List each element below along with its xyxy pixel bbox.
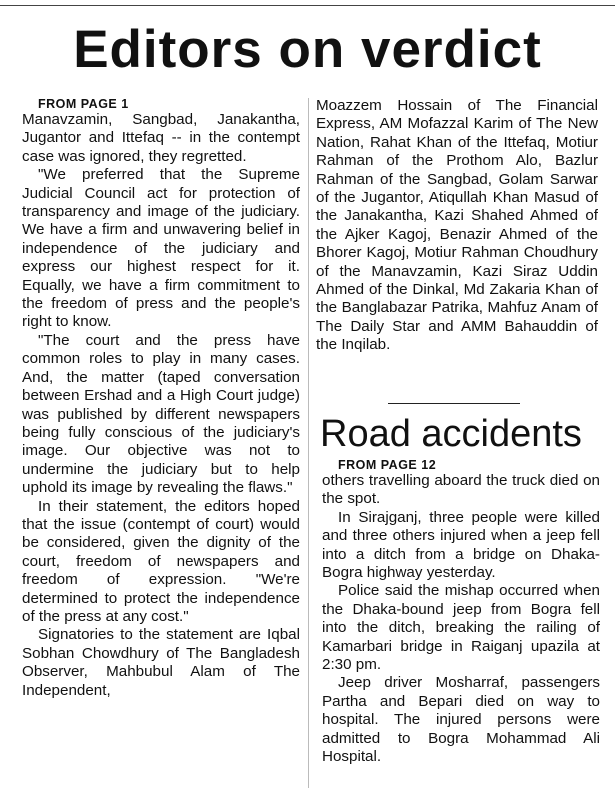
column-divider bbox=[308, 98, 309, 788]
second-story-paragraph: others travelling aboard the truck died on the spot. bbox=[322, 472, 600, 508]
main-story-paragraph: Signatories to the statement are Iqbal Sobhan Chowdhury of The Bangladesh Observer, Mahbubul Alam of The Independent, bbox=[22, 626, 300, 699]
main-story-column-left bbox=[22, 97, 300, 787]
main-story-paragraph: In their statement, the editors hoped that the issue (contempt of court) would be considered, given the dignity of the court, freedom of newspapers and freedom of expression. "We're determined to protect the independence of the press at any cost." bbox=[22, 497, 300, 625]
main-story-column-right bbox=[316, 97, 598, 397]
second-story-kicker: FROM PAGE 12 bbox=[338, 458, 437, 472]
main-story-kicker: FROM PAGE 1 bbox=[38, 97, 129, 111]
main-story-continuation: Moazzem Hossain of The Financial Express, AM Mofazzal Karim of The New Nation, Rahat Khan of the Ittefaq, Motiur Rahman of the Prothom Alo, Bazlur Rahman of the Sangbad, Golam Sarwar of the Jugantor, Atiqullah Khan Masud of the Janakantha, Kazi Shahed Ahmed of the Ajker Kagoj, Benazir Ahmed of the Bhorer Kagoj, Motiur Rahman Choudhury of the Manavzamin, Kazi Siraz Uddin Ahmed of the Dinkal, Md Zakaria Khan of the Banglabazar Patrika, Mahfuz Anam of The Daily Star and AMM Bahauddin of the Inqilab. bbox=[316, 97, 598, 354]
story-separator-rule bbox=[388, 403, 520, 404]
second-headline: Road accidents bbox=[320, 413, 582, 455]
main-story-paragraph: "We preferred that the Supreme Judicial Council act for protection of transparency and image of the judiciary. We have a firm and unwavering belief in independence of the judiciary and express our highest respect for it. Equally, we have a firm commitment to the freedom of press and the people's right to know. bbox=[22, 166, 300, 331]
main-story-paragraph: "The court and the press have common roles to play in many cases. And, the matter (taped conversation between Ershad and a High Court judge) was published by different newspapers being fully conscious of the judiciary's image. Our objective was not to undermine the judiciary but to help uphold its image by revealing the flaws." bbox=[22, 331, 300, 497]
second-story-paragraph: Police said the mishap occurred when the Dhaka-bound jeep from Bogra fell into the ditch, breaking the railing of Kamarbari bridge in Raiganj upazila at 2:30 pm. bbox=[322, 582, 600, 674]
main-headline: Editors on verdict bbox=[73, 20, 542, 79]
second-story-column bbox=[322, 458, 600, 790]
second-story-paragraph: Jeep driver Mosharraf, passengers Partha and Bepari died on way to hospital. The injured persons were admitted to Bogra Mohammad Ali Hospital. bbox=[322, 674, 600, 766]
second-story-paragraph: In Sirajganj, three people were killed and three others injured when a jeep fell into a ditch from a bridge on Dhaka-Bogra highway yesterday. bbox=[322, 508, 600, 582]
main-story-paragraph: Manavzamin, Sangbad, Janakantha, Jugantor and Ittefaq -- in the contempt case was ignored, they regretted. bbox=[22, 111, 300, 165]
top-rule bbox=[0, 0, 615, 6]
